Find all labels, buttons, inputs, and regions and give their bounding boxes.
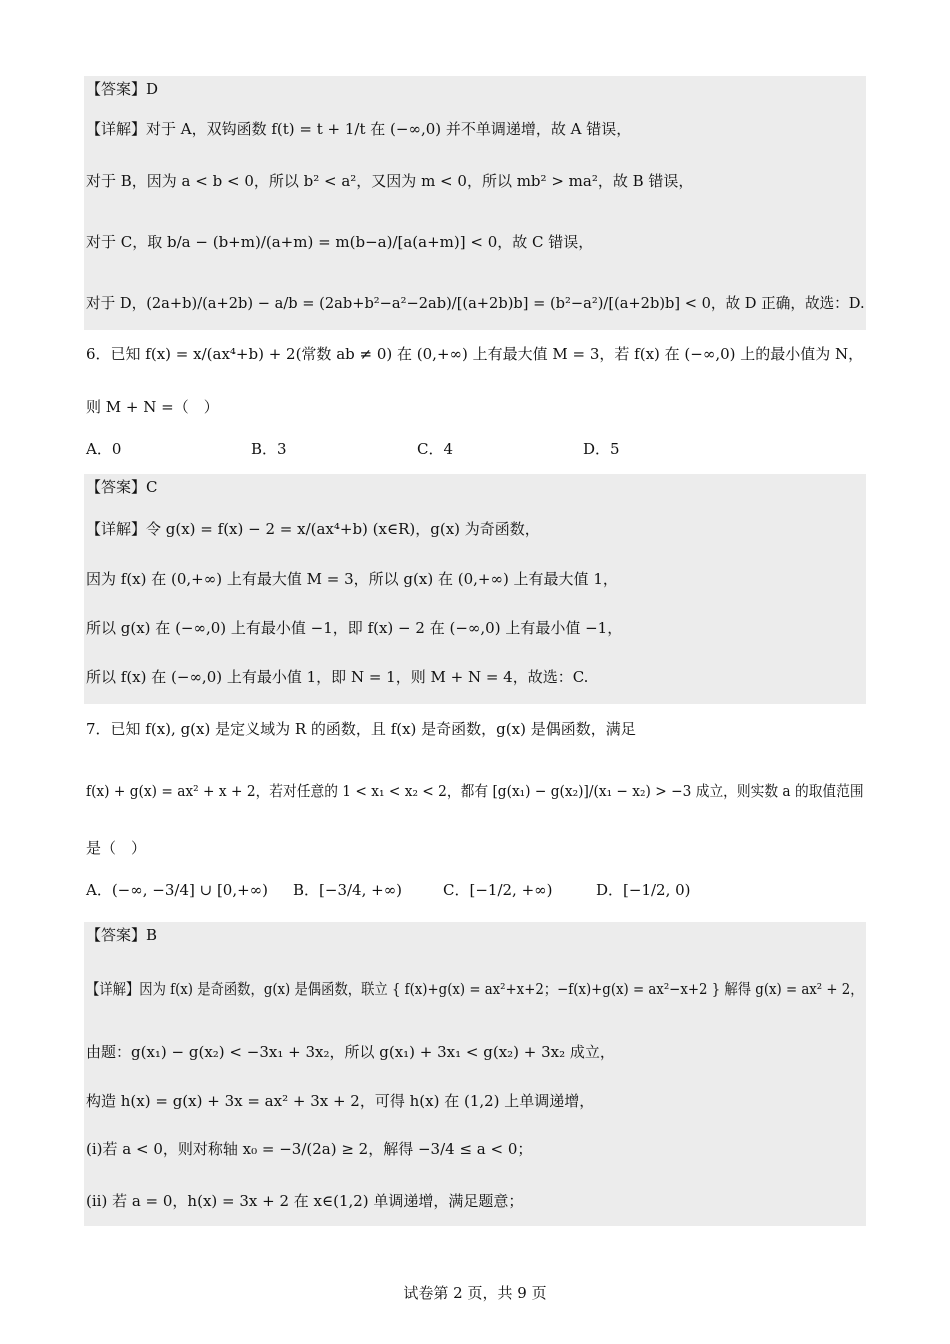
q7-option-d: D．[−1/2, 0) <box>596 881 691 899</box>
q7-detail-line-1: 【详解】因为 f(x) 是奇函数，g(x) 是偶函数，联立 { f(x)+g(x) = ax²+x+2；−f(x)+g(x) = ax²−x+2 } 解得 g(x) = ax² + 2， <box>86 980 864 998</box>
q6-option-a: A．0 <box>86 440 122 458</box>
q7-stem-line-1: 7．已知 f(x), g(x) 是定义域为 R 的函数，且 f(x) 是奇函数，g(x) 是偶函数，满足 <box>86 720 636 738</box>
q5-detail-line-2: 对于 B，因为 a < b < 0，所以 b² < a²，又因为 m < 0，所以 mb² > ma²，故 B 错误， <box>86 172 694 190</box>
q6-answer: 【答案】C <box>86 478 158 496</box>
q6-option-d: D．5 <box>583 440 620 458</box>
q6-option-b: B．3 <box>251 440 287 458</box>
q7-stem-line-2: f(x) + g(x) = ax² + x + 2，若对任意的 1 < x₁ < x₂ < 2，都有 [g(x₁) − g(x₂)]/(x₁ − x₂) > −3 成立，则实数 a 的取值范围 <box>86 782 864 800</box>
q7-detail-line-3: 构造 h(x) = g(x) + 3x = ax² + 3x + 2，可得 h(x) 在 (1,2) 上单调递增， <box>86 1092 595 1110</box>
q7-detail-line-4: (i)若 a < 0，则对称轴 x₀ = −3/(2a) ≥ 2，解得 −3/4 ≤ a < 0； <box>86 1140 533 1158</box>
q7-answer: 【答案】B <box>86 926 158 944</box>
q7-detail-line-2: 由题：g(x₁) − g(x₂) < −3x₁ + 3x₂，所以 g(x₁) + 3x₁ < g(x₂) + 3x₂ 成立， <box>86 1043 615 1061</box>
q6-option-c: C．4 <box>417 440 454 458</box>
page-footer: 试卷第 2 页，共 9 页 <box>403 1284 547 1302</box>
q6-detail-line-4: 所以 f(x) 在 (−∞,0) 上有最小值 1，即 N = 1，则 M + N = 4，故选：C. <box>86 668 589 686</box>
q7-solution-block <box>84 922 866 1226</box>
q7-detail-line-5: (ii) 若 a = 0，h(x) = 3x + 2 在 x∈(1,2) 单调递增，满足题意； <box>86 1192 524 1210</box>
q6-stem-line-2: 则 M + N =（ ） <box>86 398 219 416</box>
q6-detail-line-1: 【详解】令 g(x) = f(x) − 2 = x/(ax⁴+b) (x∈R)，g(x) 为奇函数， <box>86 520 540 538</box>
q6-stem-line-1: 6．已知 f(x) = x/(ax⁴+b) + 2(常数 ab ≠ 0) 在 (0,+∞) 上有最大值 M = 3，若 f(x) 在 (−∞,0) 上的最小值为 N， <box>86 345 864 363</box>
q7-option-b: B．[−3/4, +∞) <box>293 881 403 899</box>
q5-answer: 【答案】D <box>86 80 159 98</box>
q6-detail-line-2: 因为 f(x) 在 (0,+∞) 上有最大值 M = 3，所以 g(x) 在 (0,+∞) 上有最大值 1， <box>86 570 618 588</box>
q7-option-c: C．[−1/2, +∞) <box>443 881 553 899</box>
q5-detail-line-4: 对于 D，(2a+b)/(a+2b) − a/b = (2ab+b²−a²−2ab)/[(a+2b)b] = (b²−a²)/[(a+2b)b] < 0，故 D 正确，故选：D. <box>86 294 865 312</box>
q6-detail-line-3: 所以 g(x) 在 (−∞,0) 上有最小值 −1，即 f(x) − 2 在 (−∞,0) 上有最小值 −1， <box>86 619 623 637</box>
q7-option-a: A．(−∞, −3/4] ∪ [0,+∞) <box>86 881 269 899</box>
q5-detail-line-1: 【详解】对于 A，双钩函数 f(t) = t + 1/t 在 (−∞,0) 并不单调递增，故 A 错误， <box>86 120 632 138</box>
q7-stem-line-3: 是（ ） <box>86 839 147 857</box>
q5-detail-line-3: 对于 C，取 b/a − (b+m)/(a+m) = m(b−a)/[a(a+m)] < 0，故 C 错误， <box>86 233 594 251</box>
